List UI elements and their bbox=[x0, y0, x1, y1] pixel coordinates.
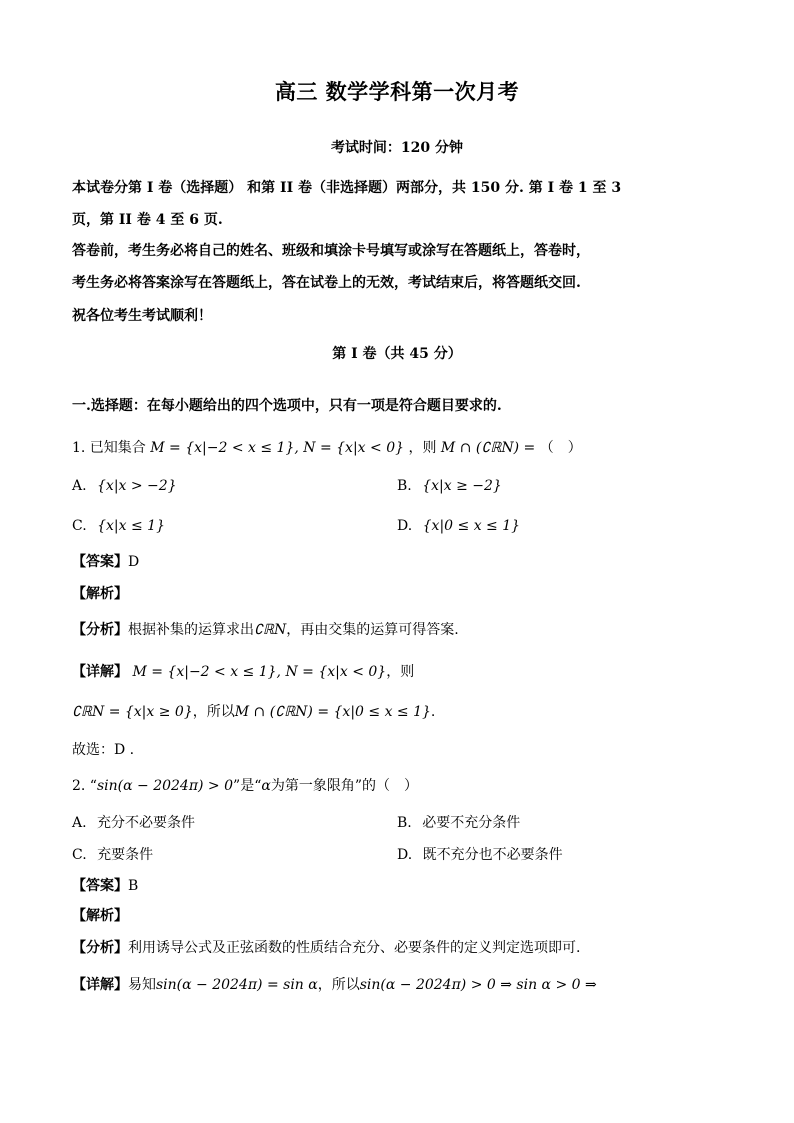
q2-option-d[interactable] bbox=[397, 845, 563, 865]
q1-option-c-value: {x|x ≤ 1} bbox=[97, 518, 165, 534]
q1-option-c[interactable] bbox=[72, 516, 165, 536]
intro-line-4: 考生务必将答案涂写在答题纸上，答在试卷上的无效，考试结束后，将答题纸交回. bbox=[72, 275, 581, 291]
q1-detail2-mid: ，所以 bbox=[192, 704, 235, 720]
part-title: 一.选择题：在每小题给出的四个选项中，只有一项是符合题目要求的. bbox=[72, 398, 502, 414]
q1-stem bbox=[72, 438, 582, 458]
q1-stem-suffix: （ ） bbox=[539, 440, 582, 456]
q2-stem-alpha: α bbox=[261, 778, 271, 794]
q2-detail-expr1: sin(α − 2024π) = sin α bbox=[156, 977, 318, 993]
q2-option-a-label: A. bbox=[72, 815, 87, 831]
q2-option-b[interactable] bbox=[397, 813, 520, 833]
q1-detail-tag: 【详解】 bbox=[72, 664, 128, 680]
q1-option-d-value: {x|0 ≤ x ≤ 1} bbox=[422, 518, 521, 534]
q1-option-b-value: {x|x ≥ −2} bbox=[422, 478, 502, 494]
q1-stem-prefix: 1. 已知集合 bbox=[72, 440, 146, 456]
exam-time: 考试时间：120 分钟 bbox=[330, 140, 464, 156]
q1-option-a-label: A. bbox=[72, 478, 87, 494]
q1-fenxi-tag: 【分析】 bbox=[72, 622, 128, 638]
q2-stem-prefix: 2. “ bbox=[72, 778, 97, 794]
q2-detail bbox=[72, 975, 597, 995]
q2-detail-pre: 易知 bbox=[128, 977, 156, 993]
q2-option-a[interactable] bbox=[72, 813, 195, 833]
q2-stem-suffix: 为第一象限角”的（ ） bbox=[270, 778, 418, 794]
q1-option-a[interactable] bbox=[72, 476, 177, 496]
q2-option-d-value: 既不充分也不必要条件 bbox=[422, 847, 563, 863]
q2-fenxi-tag: 【分析】 bbox=[72, 940, 128, 956]
q2-fenxi-text: 利用诱导公式及正弦函数的性质结合充分、必要条件的定义判定选项即可. bbox=[128, 940, 581, 956]
q1-option-d-label: D. bbox=[397, 518, 413, 534]
intro-line-1: 本试卷分第 I 卷（选择题） 和第 II 卷（非选择题）两部分，共 150 分. 第 I 卷 1 至 3 bbox=[72, 180, 622, 196]
q2-answer bbox=[72, 876, 138, 896]
q1-analysis-tag: 【解析】 bbox=[72, 586, 128, 602]
q1-answer-value: D bbox=[128, 554, 140, 570]
q2-stem bbox=[72, 776, 418, 796]
page-title: 高三 数学学科第一次月考 bbox=[274, 79, 520, 104]
q1-option-c-label: C. bbox=[72, 518, 87, 534]
q2-detail-expr2: sin(α − 2024π) > 0 ⇒ sin α > 0 ⇒ bbox=[359, 977, 597, 993]
q2-answer-value: B bbox=[128, 878, 139, 894]
q1-option-d[interactable] bbox=[397, 516, 520, 536]
q2-option-d-label: D. bbox=[397, 847, 413, 863]
q1-set-def: M = {x|−2 < x ≤ 1}, N = {x|x < 0} bbox=[150, 440, 405, 456]
q1-answer-tag: 【答案】 bbox=[72, 554, 128, 570]
q2-detail-tag: 【详解】 bbox=[72, 977, 128, 993]
q1-option-b[interactable] bbox=[397, 476, 502, 496]
q2-option-c[interactable] bbox=[72, 845, 153, 865]
q1-detail-2 bbox=[72, 702, 435, 722]
section-title: 第 I 卷（共 45 分） bbox=[332, 346, 462, 362]
q1-detail-expr: M = {x|−2 < x ≤ 1}, N = {x|x < 0} bbox=[132, 664, 387, 680]
q2-stem-expr: sin(α − 2024π) > 0 bbox=[96, 778, 234, 794]
q1-option-b-label: B. bbox=[397, 478, 412, 494]
q1-detail2-expr1: ∁ℝN = {x|x ≥ 0} bbox=[72, 704, 193, 720]
intro-line-3: 答卷前，考生务必将自己的姓名、班级和填涂卡号填写或涂写在答题纸上，答卷时， bbox=[72, 243, 590, 259]
q1-choose: 故选：D . bbox=[72, 742, 135, 758]
q1-fenxi-expr: ∁ℝN bbox=[254, 622, 287, 638]
q2-option-b-value: 必要不充分条件 bbox=[422, 815, 521, 831]
intro-line-2: 页，第 II 卷 4 至 6 页. bbox=[72, 212, 223, 228]
intro-line-5: 祝各位考生考试顺利！ bbox=[72, 308, 212, 324]
q2-option-c-label: C. bbox=[72, 847, 87, 863]
q2-stem-mid: ”是“ bbox=[233, 778, 262, 794]
q1-fenxi bbox=[72, 620, 459, 640]
q2-option-a-value: 充分不必要条件 bbox=[97, 815, 196, 831]
q1-detail2-expr2: M ∩ (∁ℝN) = {x|0 ≤ x ≤ 1} bbox=[234, 704, 431, 720]
q1-detail2-end: . bbox=[430, 704, 436, 720]
q2-answer-tag: 【答案】 bbox=[72, 878, 128, 894]
q1-answer bbox=[72, 552, 139, 572]
q1-fenxi-post: ，再由交集的运算可得答案. bbox=[286, 622, 459, 638]
q1-option-a-value: {x|x > −2} bbox=[97, 478, 177, 494]
q1-detail-post: ，则 bbox=[386, 664, 415, 680]
q2-analysis-tag: 【解析】 bbox=[72, 908, 128, 924]
q1-fenxi-pre: 根据补集的运算求出 bbox=[128, 622, 254, 638]
q1-stem-mid: ，则 bbox=[408, 440, 437, 456]
q2-fenxi bbox=[72, 938, 580, 958]
q2-option-c-value: 充要条件 bbox=[97, 847, 154, 863]
q1-expr: M ∩ (∁ℝN) = bbox=[440, 440, 536, 456]
q2-detail-mid: ，所以 bbox=[317, 977, 360, 993]
q1-detail bbox=[72, 662, 414, 682]
q2-option-b-label: B. bbox=[397, 815, 412, 831]
